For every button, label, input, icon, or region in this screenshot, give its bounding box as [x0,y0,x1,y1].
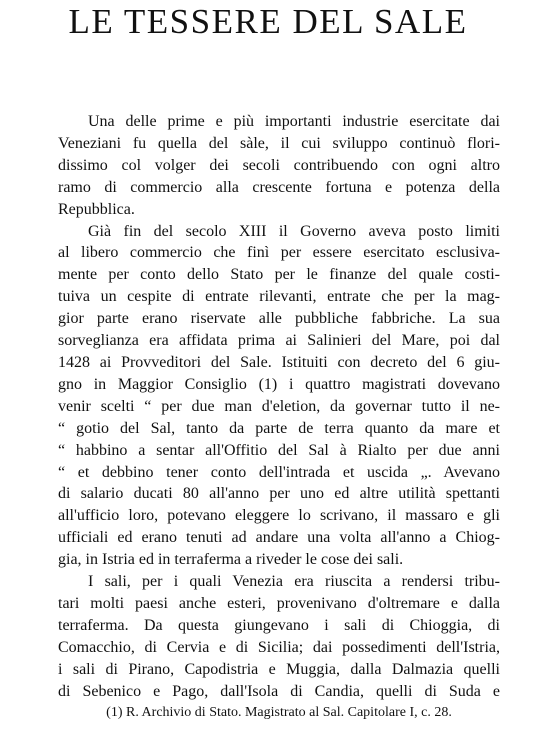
text-line: tari molti paesi anche esteri, provenivano d'oltremare e dalla [58,594,500,612]
text-line: “ gotio del Sal, tanto da parte de terra quanto da mare et [58,419,500,437]
text-line: “ et debbino tener conto dell'intrada et uscida „. Avevano [58,463,500,481]
text-line: di Sebenico e Pago, dall'Isola di Candia, quelli di Suda e [58,682,500,700]
text-line: gno in Maggior Consiglio (1) i quattro magistrati dovevano [58,375,500,393]
body-text [58,111,500,702]
footnote: (1) R. Archivio di Stato. Magistrato al Sal. Capitolare I, c. 28. [106,705,452,720]
page-title: LE TESSERE DEL SALE [68,2,468,41]
text-line: gior parte erano riservate alle pubbliche fabbriche. La sua [58,310,500,328]
text-line: all'ufficio loro, potevano eleggere lo scrivano, il massaro e gli [58,507,500,525]
text-line: ramo di commercio alla crescente fortuna e potenza della [58,178,500,196]
text-line: Già fin del secolo XIII il Governo aveva posto limiti [88,222,500,240]
text-line: i sali di Pirano, Capodistria e Muggia, dalla Dalmazia quelli [58,660,500,678]
text-line: gia, in Istria ed in terraferma a riveder le cose dei sali. [58,551,404,569]
text-line: mente per conto dello Stato per le finanze del quale costi- [58,266,500,284]
text-line: tuiva un cespite di entrate rilevanti, entrate che per la mag- [58,288,500,306]
text-line: I sali, per i quali Venezia era riuscita a rendersi tribu- [88,573,500,591]
text-line: di salario ducati 80 all'anno per uno ed altre utilità spettanti [58,485,500,503]
text-line: Comacchio, di Cervia e di Sicilia; dai possedimenti dell'Istria, [58,638,500,656]
text-line: “ habbino a sentar all'Offitio del Sal à Rialto per due anni [58,441,500,459]
text-line: Veneziani fu quella del sàle, il cui sviluppo continuò flori- [58,134,500,152]
text-line: sorveglianza era affidata prima ai Salinieri del Mare, poi dal [58,332,500,350]
text-line: dissimo col volger dei secoli contribuendo con ogni altro [58,156,500,174]
text-line: Repubblica. [58,200,135,218]
text-line: Una delle prime e più importanti industrie esercitate dai [88,113,500,130]
text-line: ufficiali ed erano tenuti ad andare una volta all'anno a Chiog- [58,529,500,547]
text-line: al libero commercio che finì per essere esercitato esclusiva- [58,244,500,262]
text-line: 1428 ai Provveditori del Sale. Istituiti con decreto del 6 giu- [58,353,500,371]
text-line: venir scelti “ per due man d'eletion, da governar tutto il ne- [58,397,500,415]
text-line: terraferma. Da questa giungevano i sali di Chioggia, di [58,616,500,634]
